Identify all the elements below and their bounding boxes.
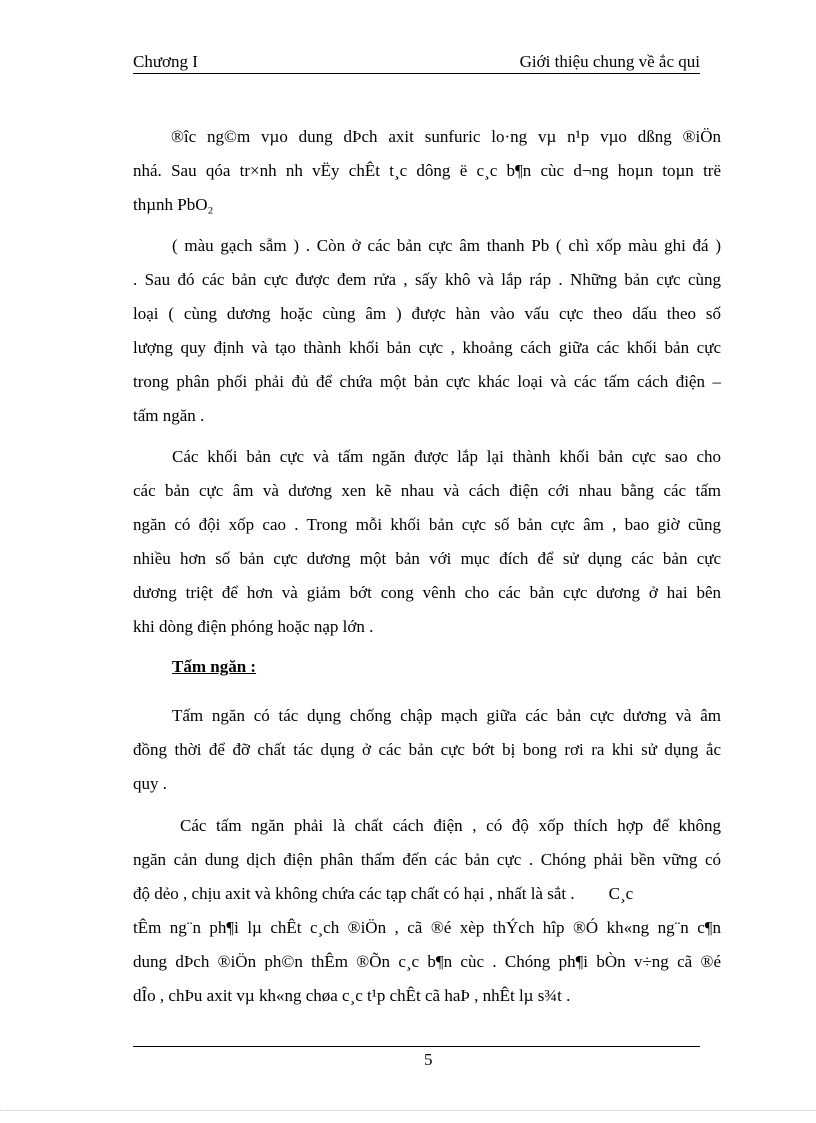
page-boundary — [0, 1110, 816, 1111]
chapter-label: Chương I — [133, 52, 198, 71]
text-line: độ dẻo , chịu axit và không chứa các tạp chất có hại , nhất là sắt . C¸c — [133, 884, 634, 903]
text-line: Các tấm ngăn phải là chất cách điện , có độ xốp thích hợp để không — [180, 816, 721, 835]
text-line: quy . — [133, 774, 167, 793]
text-line: ®îc ng©m vµo dung dÞch axit sunfuric lo·ng vµ n¹p vµo dßng ®iÖn — [171, 127, 721, 146]
paragraph-2 — [133, 229, 721, 433]
text-line: thµnh PbO₂ — [133, 195, 214, 214]
paragraph-5 — [133, 809, 721, 1013]
footer-rule — [133, 1046, 700, 1047]
text-line: Tấm ngăn có tác dụng chống chập mạch giữa các bản cực dương và âm — [172, 706, 721, 725]
text-line: dÎo , chÞu axit vµ kh«ng chøa c¸c t¹p chÊt cã haÞ , nhÊt lµ s¾t . — [133, 986, 571, 1005]
text-line: khi dòng điện phóng hoặc nạp lớn . — [133, 617, 374, 636]
text-line: Các khối bản cực và tấm ngăn được lắp lại thành khối bản cực sao cho — [172, 447, 721, 466]
text-line: tấm ngăn . — [133, 406, 205, 425]
text-line: ngăn cản dung dịch điện phân thấm đến các bản cực . Chóng phải bền vững có — [133, 850, 721, 869]
text-line: dương triệt để hơn và giảm bớt cong vênh cho các bản cực dương ở hai bên — [133, 583, 721, 602]
section-heading: Tấm ngăn : — [172, 657, 257, 676]
text-line: ngăn có đội xốp cao . Trong mỗi khối bản cực số bản cực âm , bao giờ cũng — [133, 515, 721, 534]
page-number: 5 — [424, 1050, 433, 1069]
text-line: tÊm ng¨n ph¶i lµ chÊt c¸ch ®iÖn , cã ®é xèp thÝch hîp ®Ó kh«ng ng¨n c¶n — [133, 918, 721, 937]
text-line: loại ( cùng dương hoặc cùng âm ) được hàn vào vấu cực theo dấu theo số — [133, 304, 721, 323]
text-line: trong phân phối phải đủ để chứa một bản cực khác loại và các tấm cách điện – — [133, 372, 721, 391]
text-line: dung dÞch ®iÖn ph©n thÊm ®Õn c¸c b¶n cùc . Chóng ph¶i bÒn v÷ng cã ®é — [133, 952, 721, 971]
paragraph-3 — [133, 440, 721, 644]
paragraph-4 — [133, 699, 721, 801]
text-line: lượng quy định và tạo thành khối bản cực , khoảng cách giữa các khối bản cực — [133, 338, 721, 357]
text-line: đồng thời để đỡ chất tác dụng ở các bản cực bớt bị bong rơi ra khi sử dụng ắc — [133, 740, 721, 759]
text-line: . Sau đó các bản cực được đem rửa , sấy khô và lắp ráp . Những bản cực cùng — [133, 270, 721, 289]
chapter-title: Giới thiệu chung về ắc qui — [519, 52, 700, 71]
page-header — [133, 52, 700, 74]
text-line: nhá. Sau qóa tr×nh nh vËy chÊt t¸c dông ë c¸c b¶n cùc d¬ng hoµn toµn trë — [133, 161, 721, 180]
text-line: các bản cực âm và dương xen kẽ nhau và cách điện cới nhau bằng các tấm — [133, 481, 721, 500]
text-line: ( màu gạch sẫm ) . Còn ở các bản cực âm thanh Pb ( chì xốp màu ghi đá ) — [172, 236, 721, 255]
text-line: nhiều hơn số bản cực dương một bản với mục đích để sử dụng các bản cực — [133, 549, 721, 568]
paragraph-1 — [133, 120, 721, 222]
header-rule — [133, 73, 700, 74]
